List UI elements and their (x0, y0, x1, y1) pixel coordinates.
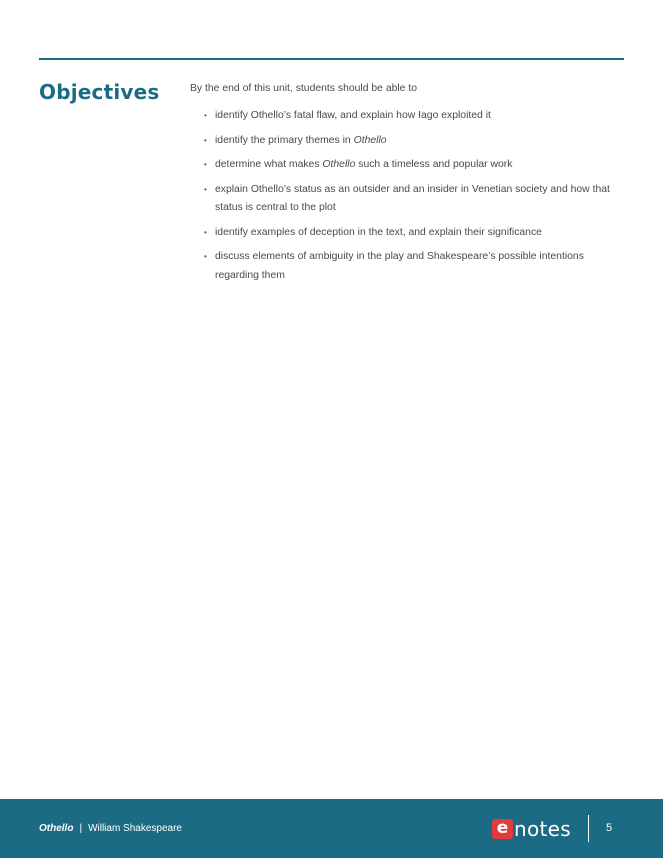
list-item (190, 107, 626, 126)
enotes-logo-mark-icon: e (492, 819, 513, 839)
list-item (190, 132, 626, 151)
list-item (190, 224, 626, 243)
footer-citation (39, 823, 182, 834)
objective-text: identify Othello’s fatal flaw, and explain how Iago exploited it (215, 110, 491, 121)
objective-text-end: such a timeless and popular work (355, 159, 513, 170)
enotes-logo (492, 817, 571, 841)
top-divider-rule (39, 58, 624, 60)
bullet-icon: • (204, 227, 207, 237)
objective-text: identify examples of deception in the text, and explain their significance (215, 226, 542, 238)
bullet-icon: • (204, 111, 207, 120)
list-item (190, 156, 626, 175)
bullet-icon: • (204, 184, 207, 194)
objective-text: explain Othello’s status as an outsider and an insider in Venetian society and how that status is central to the plot (215, 183, 610, 213)
list-item (190, 181, 626, 218)
section-title: Objectives (39, 80, 160, 104)
footer-divider (588, 815, 589, 842)
list-item (190, 248, 626, 285)
bullet-icon: • (204, 135, 207, 145)
objective-italic-title: Othello (322, 159, 356, 170)
objectives-list (190, 107, 626, 285)
bullet-icon: • (204, 252, 207, 261)
footer-work-title: Othello (39, 823, 74, 834)
objective-text: identify the primary themes in (215, 134, 354, 146)
page-footer (0, 799, 663, 858)
page-number: 5 (606, 822, 613, 834)
bullet-icon: • (204, 160, 207, 169)
objectives-content (190, 81, 626, 291)
intro-text: By the end of this unit, students should be able to (190, 83, 418, 94)
objective-text: discuss elements of ambiguity in the play and Shakespeare’s possible intentions regarding them (215, 251, 584, 281)
objective-italic-title: Othello (353, 134, 387, 146)
footer-separator: | (79, 823, 83, 834)
enotes-logo-text: notes (514, 817, 571, 841)
objective-text: determine what makes (215, 159, 323, 170)
footer-author: William Shakespeare (88, 823, 182, 834)
